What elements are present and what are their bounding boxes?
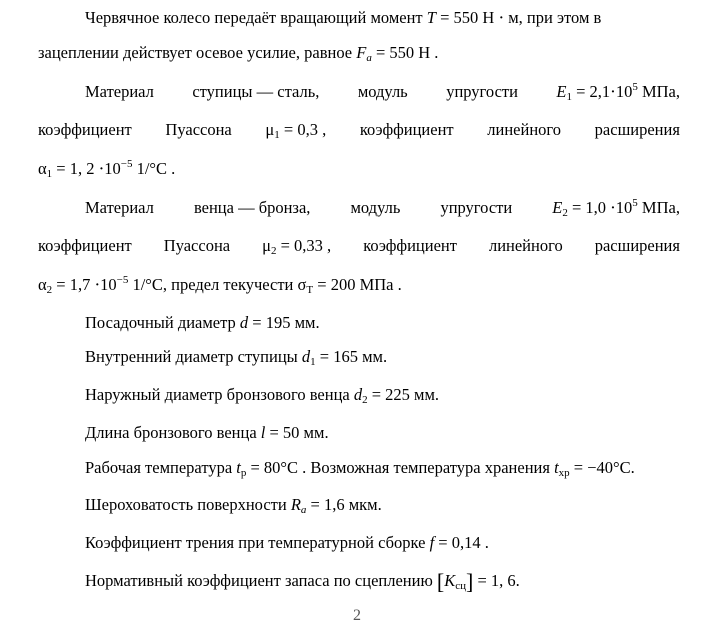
- roughness-line: Шероховатость поверхности $R_a = 1,6$ мкм.: [85, 495, 382, 516]
- para3-line3: $\alpha_2 = 1,7 \cdot 10^{-5}$ 1/°С, предел текучести $\sigma_Т = 200$ МПа .: [38, 274, 402, 296]
- length-line: Длина бронзового венца l = 50 мм.: [85, 423, 329, 442]
- para2-line2: коэффициент Пуассона $\mu_1 = 0,3$ , коэффициент линейного расширения: [38, 120, 680, 141]
- outer-diameter-line: Наружный диаметр бронзового венца $d_2 = 225$ мм.: [85, 385, 440, 406]
- temperature-line: Рабочая температура $t_р = 80^\circ С$ . Возможная температура хранения $t_{хр} = -40^\circ С$.: [85, 458, 635, 479]
- para3-line2: коэффициент Пуассона $\mu_2 = 0,33$ , коэффициент линейного расширения: [38, 236, 680, 257]
- safety-factor-line: Нормативный коэффициент запаса по сцеплению $[K_{сц}] = 1$, 6.: [85, 569, 520, 594]
- para2-line3: $\alpha_1 = 1$, $2 \cdot 10^{-5}$ 1/°С .: [38, 158, 176, 180]
- inner-diameter-line: Внутренний диаметр ступицы $d_1 = 165$ мм.: [85, 347, 388, 368]
- friction-line: Коэффициент трения при температурной сборке f = 0,14 .: [85, 533, 489, 552]
- para2-line1: Материал ступицы — сталь, модуль упругости $E_1 = 2,1\cdot 10^5$ МПа,: [85, 81, 680, 103]
- para1-line1: Червячное колесо передаёт вращающий момент T = 550 Н ⋅ м, при этом в: [85, 8, 602, 27]
- para1-line2: зацеплении действует осевое усилие, равное $F_a = 550$ Н .: [38, 43, 439, 64]
- page-number: 2: [353, 607, 361, 624]
- fit-diameter-line: Посадочный диаметр d = 195 мм.: [85, 313, 320, 332]
- para3-line1: Материал венца — бронза, модуль упругости $E_2 = 1,0 \cdot 10^5$ МПа,: [85, 197, 680, 219]
